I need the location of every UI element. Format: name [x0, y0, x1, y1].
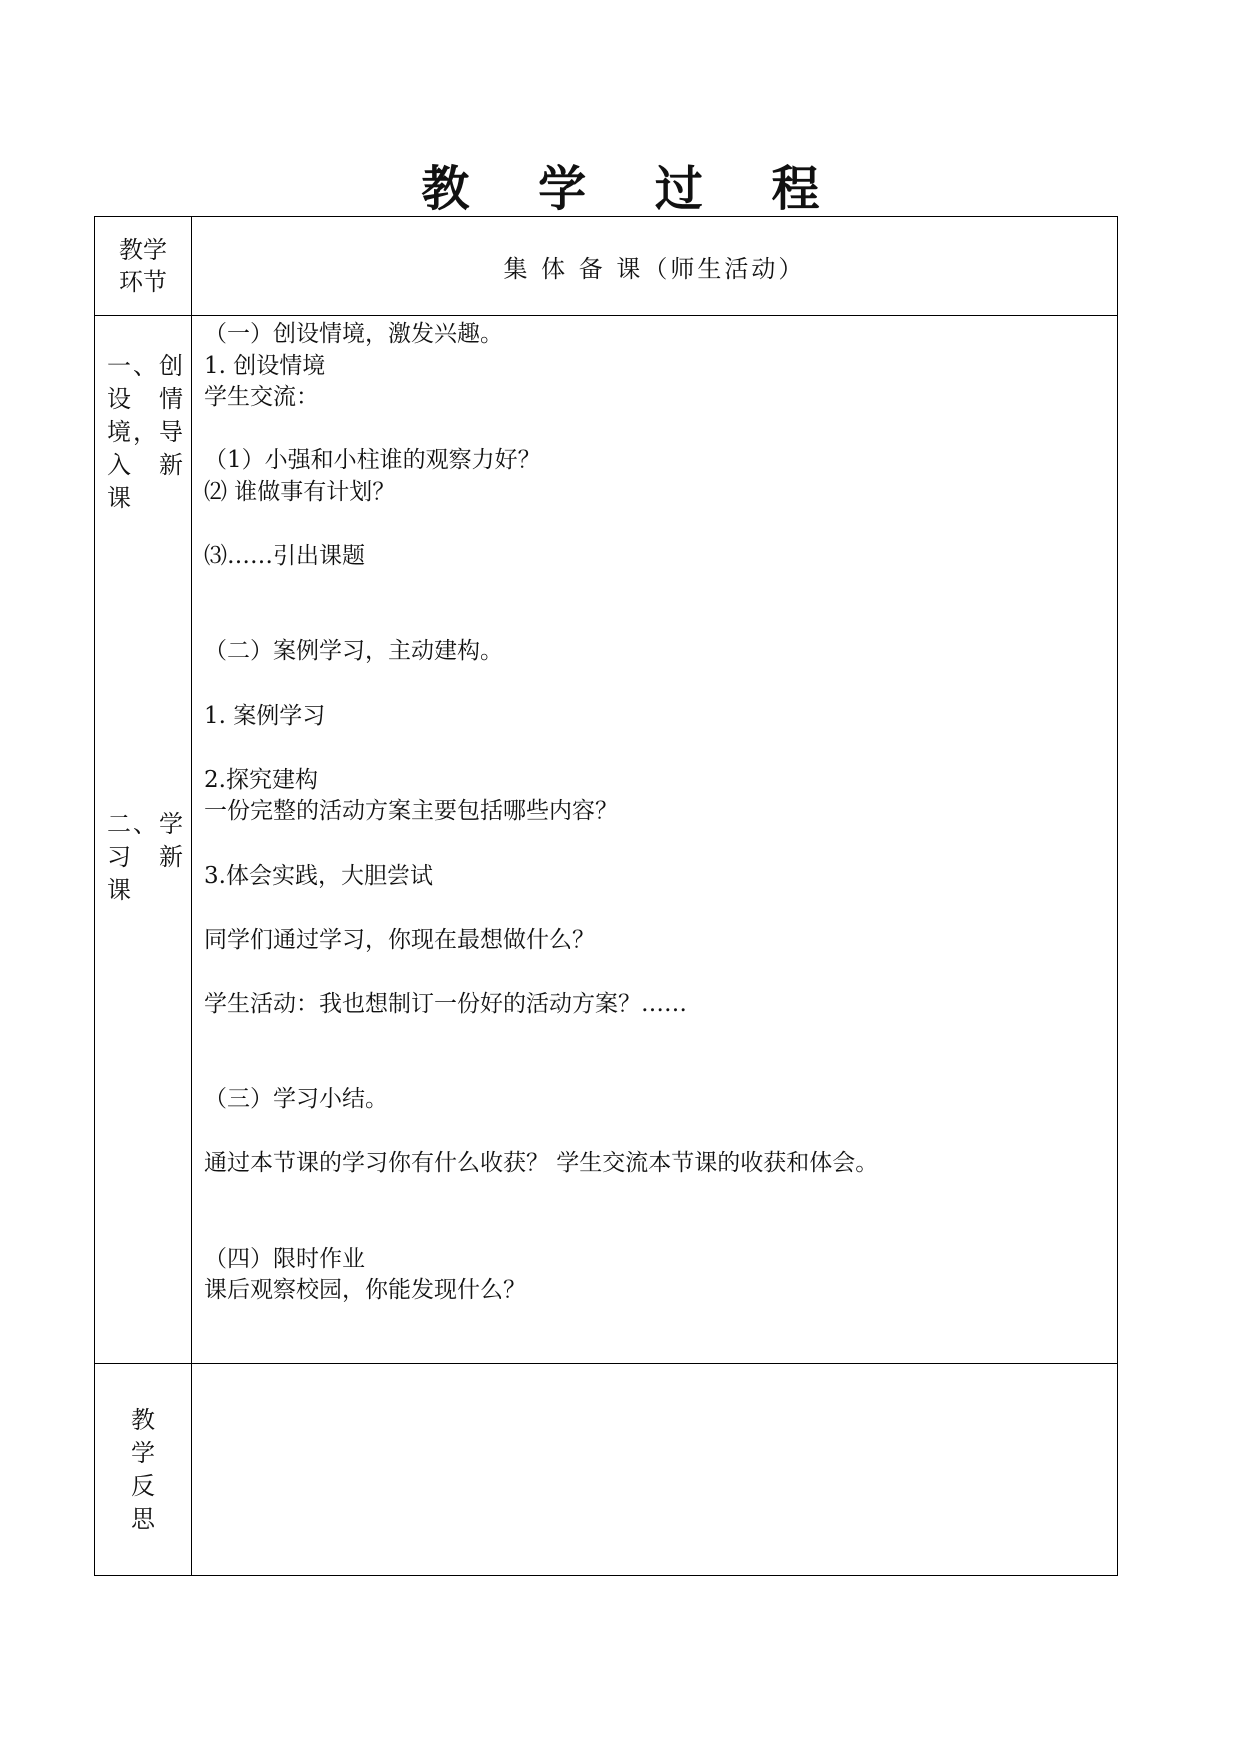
teaching-process-table: [94, 216, 1118, 1576]
content-line: 1. 创设情境: [204, 353, 326, 379]
activity-cell: [192, 316, 1118, 1364]
content-line: 1. 案例学习: [204, 703, 326, 729]
stage-2-label: [107, 808, 183, 907]
page-title: 教 学 过 程: [421, 161, 846, 217]
content-line: （一）创设情境，激发兴趣。: [204, 321, 503, 347]
content-line: （四）限时作业: [204, 1246, 365, 1272]
reflection-row: [95, 1364, 1118, 1576]
stage-2-line: [107, 841, 183, 874]
stage-char: 情: [159, 385, 183, 413]
reflection-char: 思: [131, 1504, 155, 1533]
content-line: 3.体会实践，大胆尝试: [204, 863, 433, 889]
stage-2-line: 课: [107, 876, 131, 904]
stage-cell: [95, 316, 192, 1364]
stage-char: 创: [159, 352, 183, 380]
stage-char: 入: [107, 451, 131, 479]
content-line: ⑵ 谁做事有计划？: [204, 479, 396, 505]
stage-char: 、: [133, 352, 157, 380]
reflection-label-cell: [95, 1364, 192, 1576]
stage-1-line: [107, 383, 183, 416]
header-activity-cell: 集 体 备 课（师生活动）: [192, 217, 1118, 316]
reflection-char: 反: [131, 1471, 155, 1500]
stage-1-line: [107, 350, 183, 383]
content-line: ⑶……引出课题: [204, 543, 365, 569]
header-stage-cell: [95, 217, 192, 316]
stage-char: 新: [159, 451, 183, 479]
reflection-content-cell[interactable]: [192, 1364, 1118, 1576]
content-line: （二）案例学习，主动建构。: [204, 638, 503, 664]
header-row: [95, 217, 1118, 316]
content-line: （1）小强和小柱谁的观察力好？: [204, 447, 541, 473]
content-line: 一份完整的活动方案主要包括哪些内容？: [204, 798, 618, 824]
content-line: 通过本节课的学习你有什么收获？ 学生交流本节课的收获和体会。: [204, 1150, 879, 1176]
stage-char: 二: [107, 810, 131, 838]
reflection-char: 学: [131, 1438, 155, 1467]
stage-char: ，: [133, 418, 157, 446]
stage-char: 设: [107, 385, 131, 413]
stage-char: 导: [159, 418, 183, 446]
content-line: 课后观察校园，你能发现什么？: [204, 1277, 526, 1303]
stage-char: 、: [133, 810, 157, 838]
stage-1-line: 课: [107, 484, 131, 512]
content-line: 2.探究建构: [204, 767, 318, 793]
stage-char: 境: [107, 418, 131, 446]
stage-char: 习: [107, 843, 131, 871]
stage-char: 新: [159, 843, 183, 871]
stage-1-line: [107, 416, 183, 449]
stage-1-line: [107, 449, 183, 482]
header-stage-line1: 教学: [119, 236, 167, 264]
content-line: 学生交流：: [204, 384, 319, 410]
body-row: [95, 316, 1118, 1364]
content-line: 同学们通过学习，你现在最想做什么？: [204, 927, 595, 953]
content-line: （三）学习小结。: [204, 1086, 388, 1112]
content-line: 学生活动：我也想制订一份好的活动方案？……: [204, 991, 687, 1017]
reflection-char: 教: [131, 1405, 155, 1434]
header-stage-line2: 环节: [119, 268, 167, 296]
stage-2-line: [107, 808, 183, 841]
stage-char: 学: [159, 810, 183, 838]
stage-1-label: [107, 350, 183, 515]
stage-char: 一: [107, 352, 131, 380]
